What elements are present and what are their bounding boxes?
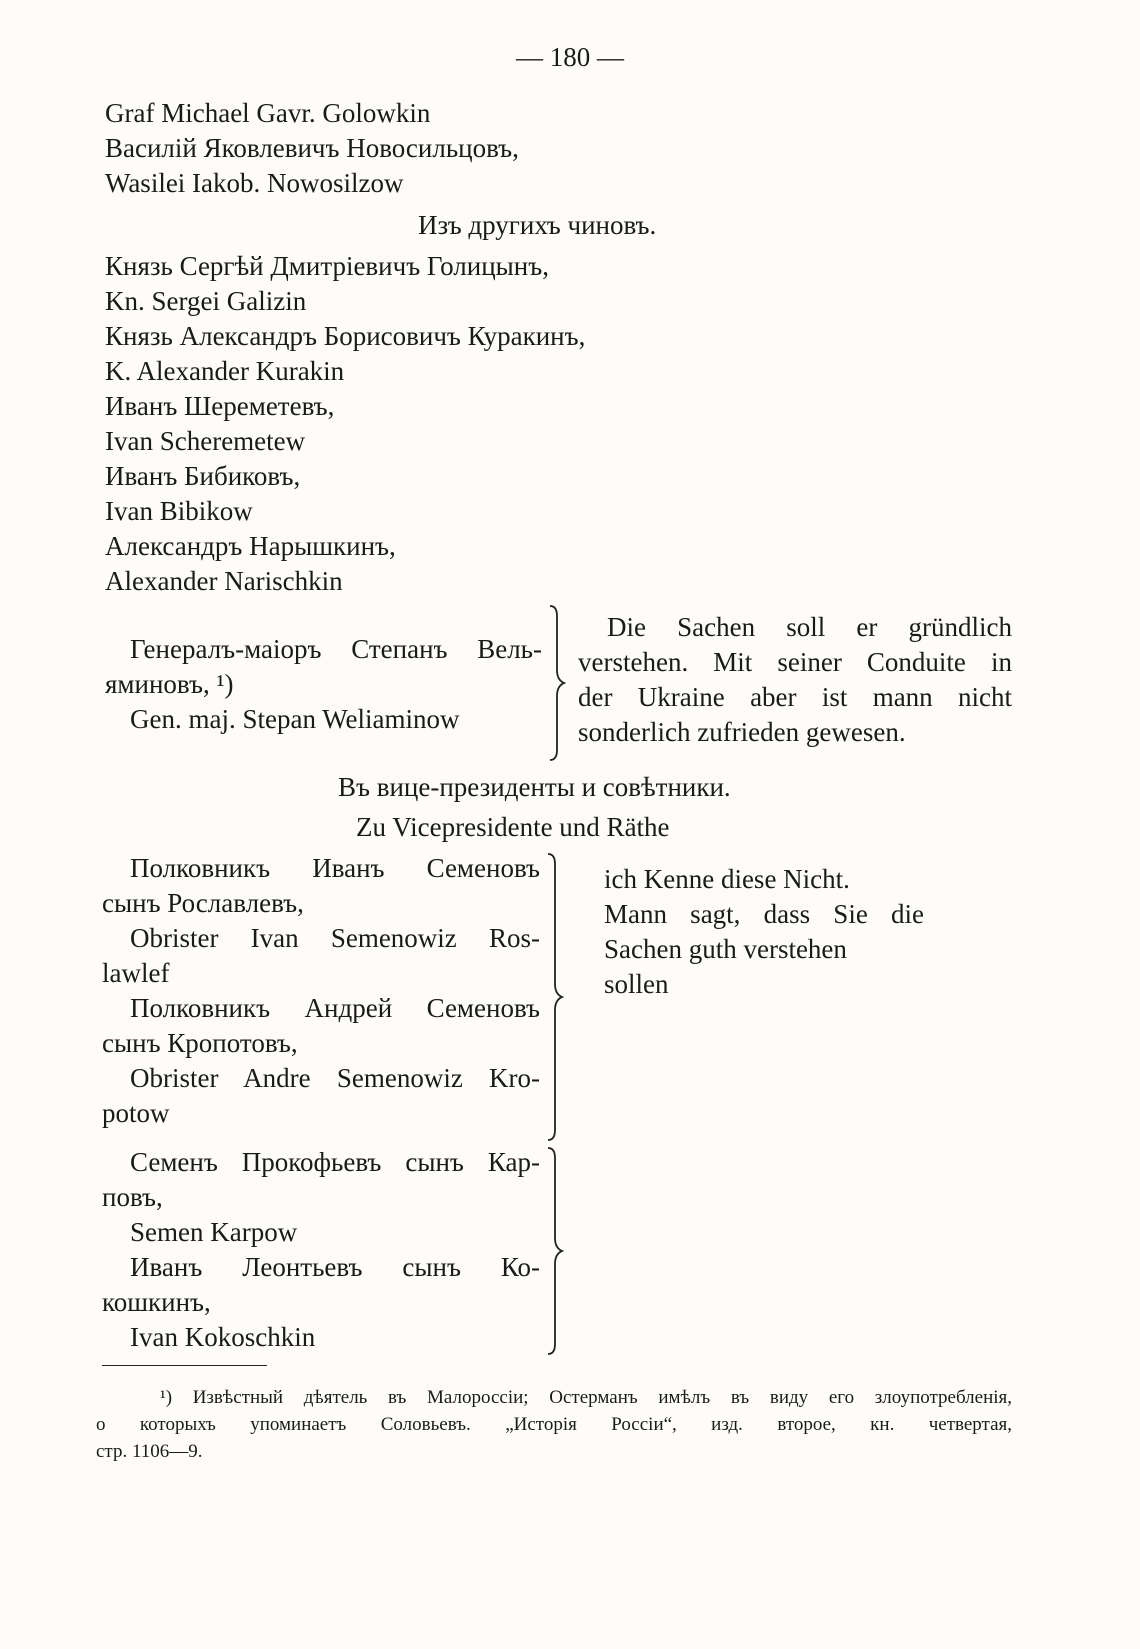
group1-name-line: lawlef — [102, 958, 170, 988]
right-brace — [542, 852, 566, 1142]
name-line: Kn. Sergei Galizin — [105, 286, 307, 316]
section-heading-other-ranks: Изъ другихъ чиновъ. — [418, 210, 657, 240]
section-heading-vice-de: Zu Vicepresidente und Räthe — [356, 812, 670, 842]
comment-line: Sachen guth verstehen — [604, 934, 847, 964]
group1-name-line: Obrister Andre Semenowiz Kro- — [130, 1063, 540, 1093]
right-brace — [544, 604, 568, 762]
comment-line: sollen — [604, 969, 669, 999]
name-line: Василій Яковлевичъ Новосильцовъ, — [105, 133, 519, 163]
comment-line: ich Kenne diese Nicht. — [604, 864, 850, 894]
name-line: Иванъ Бибиковъ, — [105, 461, 301, 491]
section-heading-vice-ru: Въ вице-президенты и совѣтники. — [338, 772, 731, 802]
group2-name-line: повъ, — [102, 1182, 163, 1212]
general-name-line: яминовъ, ¹) — [105, 669, 234, 699]
name-line: K. Alexander Kurakin — [105, 356, 345, 386]
name-line: Wasilei Iakob. Nowosilzow — [105, 168, 404, 198]
name-line: Ivan Scheremetew — [105, 426, 306, 456]
comment-line: verstehen. Mit seiner Conduite in — [578, 647, 1012, 677]
group2-name-line: кошкинъ, — [102, 1287, 211, 1317]
name-line: Князь Сергѣй Дмитріевичъ Голицынъ, — [105, 251, 549, 281]
name-line: Александръ Нарышкинъ, — [105, 531, 396, 561]
group1-name-line: сынъ Рославлевъ, — [102, 888, 304, 918]
group2-name-line: Ivan Kokoschkin — [130, 1322, 316, 1352]
comment-line: Mann sagt, dass Sie die — [604, 899, 924, 929]
comment-line: Die Sachen soll er gründlich — [607, 612, 1012, 642]
group2-name-line: Семенъ Прокофьевъ сынъ Кар- — [130, 1147, 540, 1177]
name-line: Alexander Narischkin — [105, 566, 343, 596]
footnote-line: ¹) Извѣстный дѣятель въ Малороссіи; Остерманъ имѣлъ въ виду его злоупотребленія, — [160, 1387, 1012, 1408]
footnote-line: стр. 1106—9. — [96, 1441, 203, 1462]
group2-name-line: Иванъ Леонтьевъ сынъ Ко- — [130, 1252, 540, 1282]
group2-name-line: Semen Karpow — [130, 1217, 298, 1247]
name-line: Graf Michael Gavr. Golowkin — [105, 98, 431, 128]
comment-line: der Ukraine aber ist mann nicht — [578, 682, 1012, 712]
group1-name-line: Полковникъ Иванъ Семеновъ — [130, 853, 540, 883]
right-brace — [542, 1146, 566, 1356]
name-line: Иванъ Шереметевъ, — [105, 391, 335, 421]
group1-name-line: сынъ Кропотовъ, — [102, 1028, 298, 1058]
footnote-rule — [102, 1365, 267, 1366]
name-line: Ivan Bibikow — [105, 496, 253, 526]
footnote-line: о которыхъ упоминаетъ Соловьевъ. „Исторія Россіи“, изд. второе, кн. четвертая, — [96, 1414, 1012, 1435]
page-number: — 180 — — [516, 42, 624, 72]
group1-name-line: Obrister Ivan Semenowiz Ros- — [130, 923, 540, 953]
name-line: Князь Александръ Борисовичъ Куракинъ, — [105, 321, 586, 351]
group1-name-line: Полковникъ Андрей Семеновъ — [130, 993, 540, 1023]
comment-line: sonderlich zufrieden gewesen. — [578, 717, 906, 747]
general-name-line: Генералъ-маіоръ Степанъ Вель- — [130, 634, 542, 664]
general-name-line: Gen. maj. Stepan Weliaminow — [130, 704, 460, 734]
group1-name-line: potow — [102, 1098, 170, 1128]
